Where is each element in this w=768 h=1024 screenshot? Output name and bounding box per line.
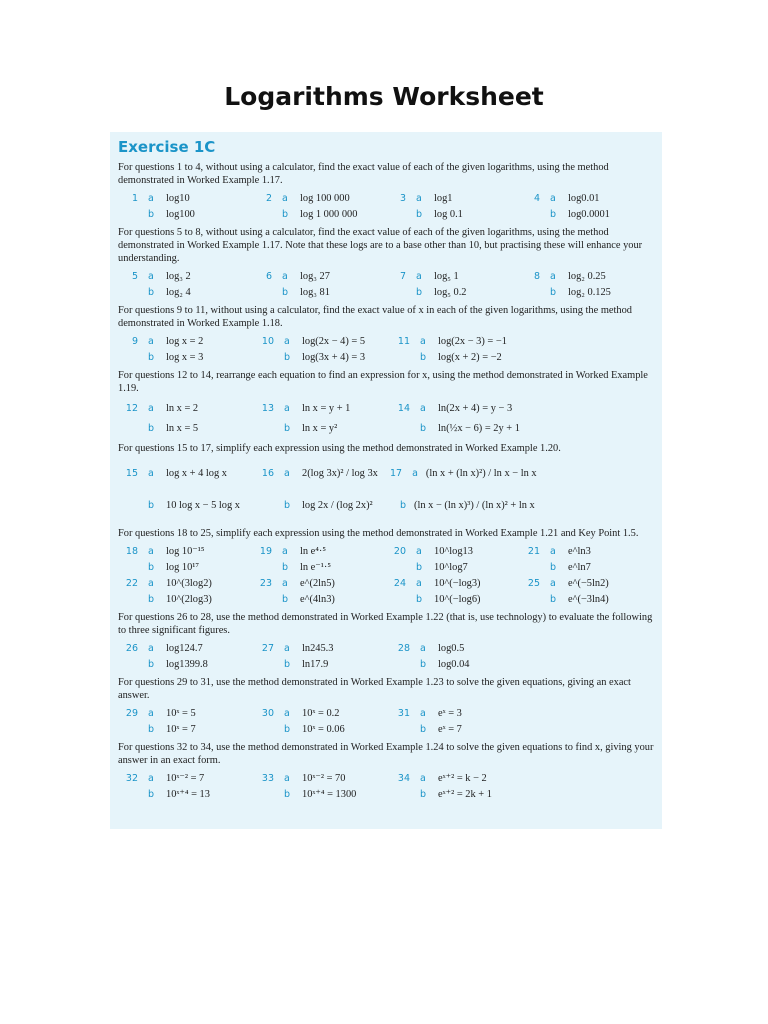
- question-item: [118, 423, 254, 434]
- question-part-letter: a: [148, 772, 154, 784]
- question-number: 14: [397, 402, 410, 414]
- question-item: [118, 545, 252, 557]
- question-item: [118, 500, 254, 511]
- question-item: [254, 468, 390, 479]
- question-item: [386, 193, 520, 204]
- question-item: [390, 403, 526, 414]
- question-part-letter: a: [148, 545, 154, 557]
- question-part-letter: a: [148, 467, 154, 479]
- question-part-letter: b: [282, 593, 289, 605]
- question-expression: 10ˣ = 0.06: [302, 723, 345, 735]
- question-item: [118, 468, 254, 479]
- question-item: [386, 594, 520, 605]
- question-item: [118, 788, 254, 800]
- question-number: 3: [399, 192, 406, 204]
- question-item: [118, 193, 252, 204]
- question-number: 7: [399, 270, 406, 282]
- question-expression: ln x = 2: [166, 402, 199, 414]
- question-item: [386, 546, 520, 557]
- question-expression: log₂ 0.25: [568, 270, 606, 282]
- question-item: [252, 561, 386, 573]
- question-expression: log x = 2: [166, 335, 204, 347]
- section-instruction: For questions 5 to 8, without using a calculator, find the exact value of each of the given logarithms, using the method demonstrated in Worked Example 1.17. Note that these logs are to a base other than 10, but practising these will enhance your understanding.: [118, 227, 643, 264]
- question-part-letter: a: [416, 577, 422, 589]
- question-item: [386, 271, 520, 282]
- question-number: 22: [125, 577, 138, 589]
- question-expression: 10ˣ = 0.2: [302, 707, 340, 719]
- question-part-letter: b: [284, 658, 291, 670]
- question-item: [520, 562, 654, 573]
- question-expression: 10^(2log3): [166, 593, 212, 605]
- question-item: [386, 287, 520, 298]
- question-expression: 10ˣ⁺⁴ = 1300: [302, 789, 357, 800]
- question-number: 13: [261, 402, 274, 414]
- question-part-letter: b: [148, 723, 155, 735]
- question-item: [118, 578, 252, 589]
- question-item: [118, 271, 252, 282]
- question-item: [390, 724, 526, 735]
- section-instruction: For questions 26 to 28, use the method demonstrated in Worked Example 1.22 (that is, use technology) to evaluate the following to three significant figures.: [118, 612, 653, 636]
- question-item: [118, 724, 254, 735]
- question-item: [118, 287, 252, 298]
- question-number: 25: [527, 577, 540, 589]
- question-expression: log₅ 0.2: [434, 286, 467, 298]
- question-item: [252, 209, 386, 220]
- question-item: [118, 708, 254, 719]
- question-expression: log(3x + 4) = 3: [302, 351, 366, 363]
- exercise-title: Exercise 1C: [118, 138, 216, 156]
- question-part-letter: b: [282, 286, 289, 298]
- section-instruction: For questions 12 to 14, rearrange each equation to find an expression for x, using the method demonstrated in Worked Example 1.19.: [118, 370, 648, 394]
- section-instruction: For questions 18 to 25, simplify each expression using the method demonstrated in Worked Example 1.21 and Key Point 1.5.: [118, 528, 639, 539]
- question-item: [118, 209, 252, 220]
- question-item: [252, 193, 386, 204]
- question-part-letter: b: [148, 286, 155, 298]
- question-item: [520, 193, 654, 204]
- question-section: [118, 527, 654, 611]
- question-part-letter: a: [282, 270, 288, 282]
- question-expression: log 0.1: [434, 208, 463, 220]
- question-part-letter: b: [400, 500, 407, 511]
- question-row: [118, 488, 654, 523]
- question-number: 33: [261, 772, 274, 784]
- question-part-letter: a: [284, 335, 290, 347]
- question-item: [252, 578, 386, 589]
- question-section: [118, 369, 654, 442]
- question-expression: e^(−5ln2): [568, 577, 609, 589]
- question-part-letter: b: [420, 658, 427, 670]
- question-expression: 10^(3log2): [166, 577, 212, 589]
- question-part-letter: a: [550, 545, 556, 557]
- question-number: 26: [125, 642, 138, 654]
- question-row: [118, 786, 654, 802]
- question-expression: 10^log13: [434, 545, 473, 557]
- question-item: [118, 352, 254, 363]
- question-expression: 10ˣ⁻² = 70: [302, 773, 346, 784]
- question-expression: log₅ 1: [434, 270, 459, 282]
- question-item: [254, 772, 390, 784]
- question-part-letter: b: [148, 561, 155, 573]
- question-item: [390, 643, 526, 654]
- question-expression: 2(log 3x)² / log 3x: [302, 467, 378, 479]
- question-expression: eˣ⁺² = k − 2: [438, 773, 487, 784]
- question-part-letter: a: [148, 642, 154, 654]
- question-item: [386, 209, 520, 220]
- question-expression: ln x = y²: [302, 422, 338, 434]
- question-part-letter: a: [416, 270, 422, 282]
- question-part-letter: b: [148, 593, 155, 605]
- question-item: [254, 788, 390, 800]
- question-part-letter: a: [416, 545, 422, 557]
- question-row: [118, 268, 654, 284]
- question-item: [118, 336, 254, 347]
- question-part-letter: a: [148, 577, 154, 589]
- question-part-letter: b: [284, 422, 291, 434]
- question-part-letter: b: [550, 561, 557, 573]
- exercise-panel: [110, 132, 662, 829]
- question-expression: log1399.8: [166, 658, 208, 670]
- question-part-letter: a: [148, 402, 154, 414]
- question-part-letter: b: [148, 208, 155, 220]
- question-row: [118, 284, 654, 300]
- question-section: [118, 676, 654, 741]
- question-row: [118, 559, 654, 575]
- question-item: [390, 500, 535, 511]
- question-expression: 10ˣ⁺⁴ = 13: [166, 789, 210, 800]
- question-part-letter: a: [284, 707, 290, 719]
- question-part-letter: b: [282, 208, 289, 220]
- question-item: [390, 423, 526, 434]
- question-section: [118, 304, 654, 369]
- question-number: 15: [125, 467, 138, 479]
- question-item: [254, 352, 390, 363]
- question-item: [390, 336, 526, 347]
- question-part-letter: b: [416, 593, 423, 605]
- question-part-letter: b: [284, 500, 291, 511]
- question-item: [520, 209, 654, 220]
- question-row: [118, 398, 654, 418]
- question-item: [118, 772, 254, 784]
- question-item: [118, 659, 254, 670]
- question-section: [118, 741, 654, 806]
- section-instruction: For questions 32 to 34, use the method demonstrated in Worked Example 1.24 to solve the given equations to find x, giving your answer in an exact form.: [118, 742, 654, 766]
- question-expression: e^(−3ln4): [568, 593, 609, 605]
- question-item: [118, 643, 254, 654]
- question-part-letter: b: [284, 788, 291, 800]
- question-part-letter: b: [416, 561, 423, 573]
- question-expression: eˣ = 3: [438, 707, 462, 719]
- question-item: [252, 287, 386, 298]
- question-part-letter: b: [282, 561, 289, 573]
- question-item: [254, 708, 390, 719]
- question-number: 17: [390, 467, 403, 479]
- question-item: [252, 594, 386, 605]
- question-part-letter: a: [284, 642, 290, 654]
- question-part-letter: a: [420, 707, 426, 719]
- question-item: [254, 500, 390, 511]
- question-part-letter: b: [284, 351, 291, 363]
- question-part-letter: b: [148, 658, 155, 670]
- question-part-letter: b: [148, 500, 155, 511]
- question-expression: log124.7: [166, 642, 203, 654]
- question-expression: eˣ = 7: [438, 723, 462, 735]
- question-row: [118, 705, 654, 721]
- question-expression: 10ˣ = 5: [166, 707, 196, 719]
- question-item: [386, 578, 520, 589]
- question-expression: (ln x − (ln x)³) / (ln x)² + ln x: [414, 500, 535, 511]
- question-expression: ln x = y + 1: [302, 402, 351, 414]
- question-expression: 10 log x − 5 log x: [166, 500, 240, 511]
- question-number: 12: [125, 402, 138, 414]
- question-number: 21: [527, 545, 540, 557]
- question-item: [254, 403, 390, 414]
- question-part-letter: b: [550, 286, 557, 298]
- question-part-letter: a: [550, 192, 556, 204]
- question-part-letter: a: [148, 270, 154, 282]
- question-expression: 10^(−log6): [434, 593, 481, 605]
- section-instruction: For questions 29 to 31, use the method demonstrated in Worked Example 1.23 to solve the given equations, giving an exact answer.: [118, 677, 631, 701]
- question-number: 23: [259, 577, 272, 589]
- question-section: [118, 226, 654, 304]
- question-expression: log₃ 2: [166, 270, 191, 282]
- question-sections: [118, 161, 654, 806]
- question-part-letter: b: [420, 351, 427, 363]
- question-part-letter: b: [420, 788, 427, 800]
- section-gap: [118, 802, 654, 806]
- question-item: [390, 467, 537, 479]
- question-item: [390, 788, 526, 800]
- question-expression: e^ln3: [568, 545, 591, 557]
- question-part-letter: a: [282, 577, 288, 589]
- question-part-letter: a: [420, 772, 426, 784]
- question-row: [118, 190, 654, 206]
- question-item: [252, 546, 386, 557]
- question-item: [390, 708, 526, 719]
- question-item: [252, 271, 386, 282]
- question-number: 11: [397, 335, 410, 347]
- question-expression: e^(2ln5): [300, 577, 335, 589]
- question-part-letter: a: [550, 270, 556, 282]
- question-expression: log 2x / (log 2x)²: [302, 500, 373, 511]
- question-row: [118, 640, 654, 656]
- question-part-letter: a: [420, 335, 426, 347]
- question-expression: 10^log7: [434, 561, 468, 573]
- question-row: [118, 591, 654, 607]
- question-number: 18: [125, 545, 138, 557]
- question-part-letter: a: [420, 402, 426, 414]
- question-part-letter: b: [550, 593, 557, 605]
- question-item: [520, 546, 654, 557]
- question-part-letter: a: [420, 642, 426, 654]
- question-expression: ln x = 5: [166, 422, 199, 434]
- question-part-letter: b: [284, 723, 291, 735]
- question-expression: log(2x − 3) = −1: [438, 335, 507, 347]
- question-number: 16: [261, 467, 274, 479]
- question-part-letter: a: [550, 577, 556, 589]
- question-row: [118, 458, 654, 488]
- question-number: 6: [265, 270, 272, 282]
- question-item: [386, 562, 520, 573]
- question-item: [390, 659, 526, 670]
- question-row: [118, 656, 654, 672]
- question-number: 28: [397, 642, 410, 654]
- question-number: 2: [265, 192, 272, 204]
- question-expression: ln e⁻¹·⁵: [300, 562, 331, 573]
- question-expression: eˣ⁺² = 2k + 1: [438, 789, 492, 800]
- question-expression: log0.01: [568, 192, 600, 204]
- question-expression: log 10⁻¹⁵: [166, 546, 205, 557]
- section-instruction: For questions 1 to 4, without using a calculator, find the exact value of each of the given logarithms, using the method demonstrated in Worked Example 1.17.: [118, 162, 609, 186]
- question-item: [390, 772, 526, 784]
- question-item: [254, 724, 390, 735]
- question-expression: ln17.9: [302, 658, 329, 670]
- question-expression: 10ˣ⁻² = 7: [166, 773, 205, 784]
- question-number: 27: [261, 642, 274, 654]
- section-instruction: For questions 9 to 11, without using a calculator, find the exact value of x in each of the given logarithms, using the method demonstrated in Worked Example 1.18.: [118, 305, 633, 329]
- question-expression: (ln x + (ln x)²) / ln x − ln x: [425, 467, 537, 479]
- question-number: 24: [393, 577, 406, 589]
- question-row: [118, 770, 654, 786]
- question-expression: ln(½x − 6) = 2y + 1: [438, 422, 520, 434]
- question-part-letter: a: [284, 467, 290, 479]
- question-row: [118, 721, 654, 737]
- question-expression: log(x + 2) = −2: [438, 351, 502, 363]
- question-item: [520, 271, 654, 282]
- question-expression: log₃ 27: [300, 270, 330, 282]
- question-row: [118, 543, 654, 559]
- question-expression: ln e⁴·⁵: [300, 545, 326, 557]
- question-expression: log 1 000 000: [300, 208, 358, 220]
- question-item: [254, 659, 390, 670]
- question-part-letter: a: [148, 192, 154, 204]
- question-part-letter: b: [148, 422, 155, 434]
- question-expression: log 100 000: [300, 192, 350, 204]
- question-number: 1: [131, 192, 138, 204]
- question-expression: log0.5: [438, 642, 465, 654]
- question-number: 5: [131, 270, 138, 282]
- question-number: 30: [261, 707, 274, 719]
- question-number: 32: [125, 772, 138, 784]
- question-number: 10: [261, 335, 274, 347]
- question-expression: e^ln7: [568, 561, 591, 573]
- question-expression: log0.0001: [568, 208, 610, 220]
- question-part-letter: b: [148, 788, 155, 800]
- question-expression: log x = 3: [166, 351, 204, 363]
- question-number: 31: [397, 707, 410, 719]
- question-part-letter: a: [282, 192, 288, 204]
- question-section: [118, 611, 654, 676]
- question-part-letter: b: [420, 723, 427, 735]
- question-item: [520, 594, 654, 605]
- question-number: 19: [259, 545, 272, 557]
- question-number: 29: [125, 707, 138, 719]
- question-item: [118, 562, 252, 573]
- question-item: [520, 578, 654, 589]
- question-expression: log1: [434, 192, 453, 204]
- question-part-letter: a: [282, 545, 288, 557]
- question-section: [118, 161, 654, 226]
- question-number: 20: [393, 545, 406, 557]
- question-item: [254, 336, 390, 347]
- question-part-letter: a: [284, 772, 290, 784]
- question-number: 9: [131, 335, 138, 347]
- question-expression: log0.04: [438, 658, 470, 670]
- question-expression: 10ˣ = 7: [166, 723, 196, 735]
- question-expression: e^(4ln3): [300, 593, 335, 605]
- question-expression: log x + 4 log x: [166, 467, 227, 479]
- question-row: [118, 575, 654, 591]
- question-part-letter: b: [148, 351, 155, 363]
- question-part-letter: a: [412, 467, 418, 479]
- question-expression: log₂ 4: [166, 286, 191, 298]
- question-part-letter: a: [148, 707, 154, 719]
- question-expression: log(2x − 4) = 5: [302, 335, 366, 347]
- question-expression: 10^(−log3): [434, 577, 481, 589]
- question-item: [254, 423, 390, 434]
- question-expression: log100: [166, 208, 195, 220]
- question-number: 34: [397, 772, 410, 784]
- question-expression: ln(2x + 4) = y − 3: [438, 402, 513, 414]
- question-item: [118, 594, 252, 605]
- question-part-letter: a: [416, 192, 422, 204]
- question-item: [254, 643, 390, 654]
- question-section: [118, 442, 654, 527]
- question-part-letter: b: [550, 208, 557, 220]
- question-number: 4: [533, 192, 540, 204]
- question-row: [118, 206, 654, 222]
- section-instruction: For questions 15 to 17, simplify each expression using the method demonstrated in Worked Example 1.20.: [118, 443, 561, 454]
- question-item: [118, 403, 254, 414]
- question-expression: ln245.3: [302, 642, 334, 654]
- question-part-letter: b: [420, 422, 427, 434]
- question-expression: log 10¹⁷: [166, 561, 200, 573]
- question-number: 8: [533, 270, 540, 282]
- question-expression: log10: [166, 192, 190, 204]
- question-part-letter: b: [416, 286, 423, 298]
- question-item: [390, 352, 526, 363]
- question-row: [118, 418, 654, 438]
- question-part-letter: a: [284, 402, 290, 414]
- question-item: [520, 287, 654, 298]
- question-expression: log₂ 0.125: [568, 286, 611, 298]
- question-row: [118, 349, 654, 365]
- question-row: [118, 333, 654, 349]
- page-title: Logarithms Worksheet: [224, 82, 544, 111]
- question-expression: log₃ 81: [300, 286, 330, 298]
- question-part-letter: b: [416, 208, 423, 220]
- question-part-letter: a: [148, 335, 154, 347]
